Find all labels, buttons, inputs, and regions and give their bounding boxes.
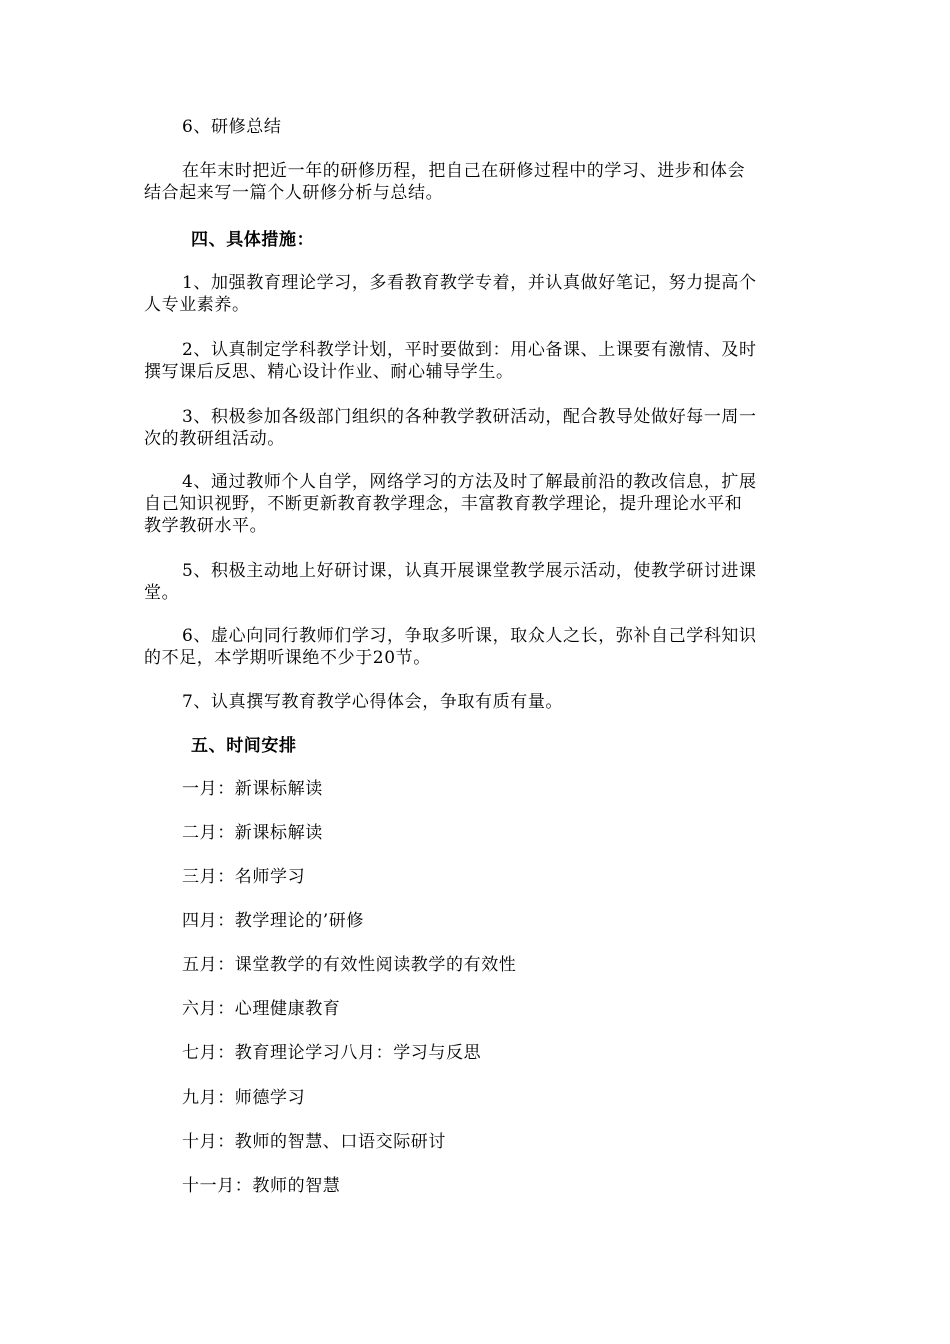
section6-heading: 6、研修总结 xyxy=(182,117,282,137)
measure-3-line-1: 3、积极参加各级部门组织的各种教学教研活动，配合教导处做好每一周一 xyxy=(182,407,757,427)
schedule-month-10: 十月：教师的智慧、口语交际研讨 xyxy=(182,1132,446,1152)
schedule-month-3: 三月：名师学习 xyxy=(182,867,306,887)
section4-heading: 四、具体措施： xyxy=(191,230,315,250)
schedule-month-11: 十一月：教师的智慧 xyxy=(182,1176,341,1196)
measure-1-line-2: 人专业素养。 xyxy=(144,295,250,315)
section5-heading: 五、时间安排 xyxy=(191,736,297,756)
schedule-month-5: 五月：课堂教学的有效性阅读教学的有效性 xyxy=(182,955,517,975)
section6-para-line-1: 在年末时把近一年的研修历程，把自己在研修过程中的学习、进步和体会 xyxy=(182,161,746,181)
schedule-month-1: 一月：新课标解读 xyxy=(182,779,323,799)
measure-6-line-1: 6、虚心向同行教师们学习，争取多听课，取众人之长，弥补自己学科知识 xyxy=(182,626,757,646)
measure-4-line-3: 教学教研水平。 xyxy=(144,516,268,536)
schedule-month-2: 二月：新课标解读 xyxy=(182,823,323,843)
measure-2-line-1: 2、认真制定学科教学计划，平时要做到：用心备课、上课要有激情、及时 xyxy=(182,340,757,360)
measure-5-line-1: 5、积极主动地上好研讨课，认真开展课堂教学展示活动，使教学研讨进课 xyxy=(182,561,757,581)
measure-5-line-2: 堂。 xyxy=(144,583,180,603)
section6-para-line-2: 结合起来写一篇个人研修分析与总结。 xyxy=(144,183,444,203)
schedule-month-7-8: 七月：教育理论学习八月：学习与反思 xyxy=(182,1043,482,1063)
measure-7-line-1: 7、认真撰写教育教学心得体会，争取有质有量。 xyxy=(182,692,564,712)
measure-4-line-2: 自己知识视野，不断更新教育教学理念，丰富教育教学理论，提升理论水平和 xyxy=(144,494,743,514)
measure-2-line-2: 撰写课后反思、精心设计作业、耐心辅导学生。 xyxy=(144,362,514,382)
measure-1-line-1: 1、加强教育理论学习，多看教育教学专着，并认真做好笔记，努力提高个 xyxy=(182,273,757,293)
schedule-month-6: 六月：心理健康教育 xyxy=(182,999,341,1019)
measure-4-line-1: 4、通过教师个人自学，网络学习的方法及时了解最前沿的教改信息，扩展 xyxy=(182,472,757,492)
measure-3-line-2: 次的教研组活动。 xyxy=(144,429,285,449)
schedule-month-9: 九月：师德学习 xyxy=(182,1088,306,1108)
schedule-month-4: 四月：教学理论的’研修 xyxy=(182,911,365,931)
measure-6-line-2: 的不足，本学期听课绝不少于20节。 xyxy=(144,648,431,668)
